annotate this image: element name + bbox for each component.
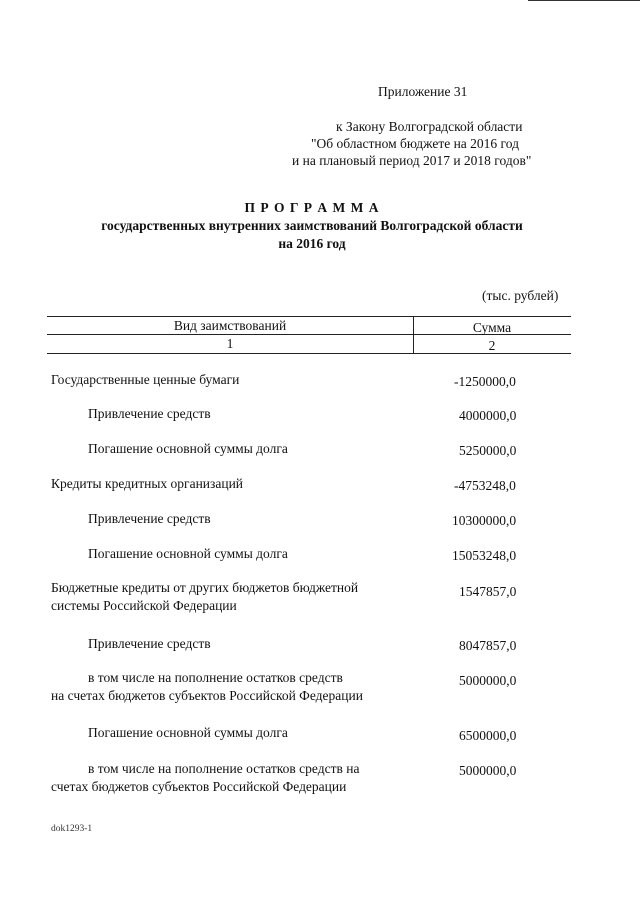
law-reference-line1: к Закону Волгоградской области <box>336 119 523 134</box>
row-label-securities-borrowing: Привлечение средств <box>88 406 211 421</box>
law-reference-line3: и на плановый период 2017 и 2018 годов" <box>292 153 532 168</box>
row-label-bank-credits: Кредиты кредитных организаций <box>51 476 244 491</box>
document-code: dok1293-1 <box>51 824 93 834</box>
row-label-budget-borrowing-replenish-cont: на счетах бюджетов субъектов Российской Федерации <box>51 688 363 703</box>
row-value-securities: -1250000,0 <box>454 374 516 389</box>
scan-edge-line <box>528 0 640 1</box>
row-value-budget-borrowing: 8047857,0 <box>459 638 517 653</box>
row-value-bank-borrowing: 10300000,0 <box>452 513 517 528</box>
row-label-bank-repayment: Погашение основной суммы долга <box>88 546 288 561</box>
program-heading: П Р О Г Р А М М А <box>244 200 380 215</box>
units-label: (тыс. рублей) <box>482 288 559 303</box>
row-value-budget-borrowing-replenish: 5000000,0 <box>459 673 517 688</box>
row-value-budget-repayment-replenish: 5000000,0 <box>459 763 517 778</box>
row-label-budget-repayment-replenish: в том числе на пополнение остатков средств на <box>88 761 360 776</box>
row-label-budget-repayment: Погашение основной суммы долга <box>88 725 288 740</box>
column-header-type: Вид заимствований <box>173 318 287 333</box>
column-number-1: 1 <box>226 336 234 351</box>
row-value-securities-borrowing: 4000000,0 <box>459 408 517 423</box>
row-value-securities-repayment: 5250000,0 <box>459 443 517 458</box>
row-value-budget-credits: 1547857,0 <box>459 584 517 599</box>
program-title-line2: на 2016 год <box>278 236 346 251</box>
row-label-budget-repayment-replenish-cont: счетах бюджетов субъектов Российской Федерации <box>51 779 347 794</box>
column-number-2: 2 <box>488 338 496 353</box>
law-reference-line2: "Об областном бюджете на 2016 год <box>311 136 519 151</box>
program-title-line1: государственных внутренних заимствований Волгоградской области <box>101 218 523 233</box>
row-value-bank-credits: -4753248,0 <box>454 478 516 493</box>
row-label-budget-borrowing-replenish: в том числе на пополнение остатков средств <box>88 670 343 685</box>
row-value-budget-repayment: 6500000,0 <box>459 728 517 743</box>
table-top-rule <box>47 316 571 317</box>
column-header-sum: Сумма <box>472 320 512 335</box>
row-label-bank-borrowing: Привлечение средств <box>88 511 211 526</box>
appendix-number: Приложение 31 <box>378 84 468 99</box>
row-label-budget-borrowing: Привлечение средств <box>88 636 211 651</box>
row-label-budget-credits: Бюджетные кредиты от других бюджетов бюджетной <box>51 580 359 595</box>
row-label-securities: Государственные ценные бумаги <box>51 372 240 387</box>
row-value-bank-repayment: 15053248,0 <box>452 548 517 563</box>
row-label-budget-credits-cont: системы Российской Федерации <box>51 598 237 613</box>
row-label-securities-repayment: Погашение основной суммы долга <box>88 441 288 456</box>
